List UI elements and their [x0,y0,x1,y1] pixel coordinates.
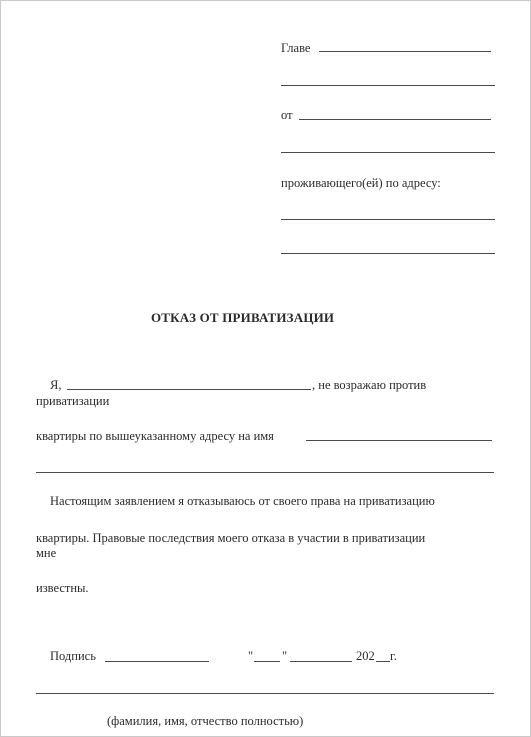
header-to-line[interactable] [319,51,491,52]
fio-line[interactable] [36,693,494,694]
date-quote-close: " [282,649,288,663]
date-day-line[interactable] [254,661,280,662]
owner-name-line[interactable] [306,440,492,441]
header-address-line-1[interactable] [281,219,495,220]
header-from-line-2[interactable] [281,152,495,153]
date-month-line[interactable] [290,661,352,662]
owner-name-line-2[interactable] [36,472,494,473]
header-from-line[interactable] [299,119,491,120]
body-me-word: мне [36,546,57,560]
date-year-prefix: 202 [356,649,375,663]
header-address-line-2[interactable] [281,253,495,254]
date-year-line[interactable] [376,661,390,662]
header-address-label: проживающего(ей) по адресу: [281,176,441,190]
body-privatization-word: приватизации [36,394,110,408]
date-year-suffix: г. [390,649,397,663]
body-known-word: известны. [36,581,89,595]
body-statement-text: Настоящим заявлением я отказываюсь от своего права на приватизацию [50,494,435,508]
date-quote-open: " [248,649,254,663]
body-i-label: Я, [50,378,62,392]
body-apartment-text: квартиры по вышеуказанному адресу на имя [36,429,274,443]
header-to-line-2[interactable] [281,85,495,86]
body-no-objection: , не возражаю против [312,378,427,392]
document-title: ОТКАЗ ОТ ПРИВАТИЗАЦИИ [151,310,335,325]
body-consequences-text: квартиры. Правовые последствия моего отказа в участии в приватизации [36,531,426,545]
header-from-label: от [281,108,293,122]
header-to-label: Главе [281,41,311,55]
signature-line[interactable] [105,661,209,662]
name-line[interactable] [67,389,311,390]
fio-caption: (фамилия, имя, отчество полностью) [107,714,304,728]
signature-label: Подпись [50,649,96,663]
